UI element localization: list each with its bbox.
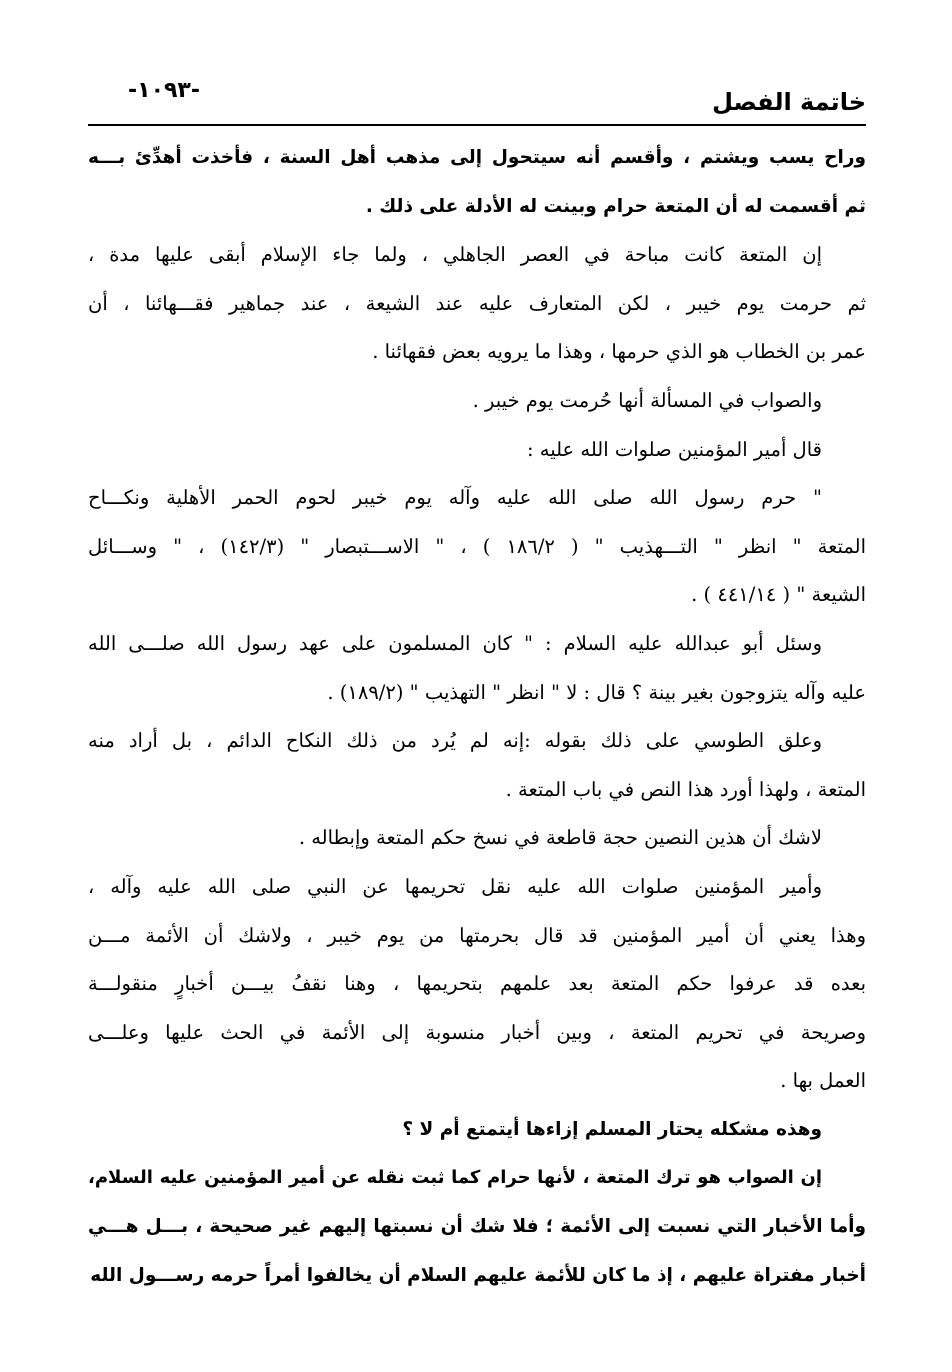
text-line: وسئل أبو عبدالله عليه السلام : " كان المسلمون على عهد رسول الله صلـــى الله (88, 631, 822, 655)
text-line: وعلق الطوسي على ذلك بقوله :إنه لم يُرد من ذلك النكاح الدائم ، بل أراد منه (88, 729, 822, 753)
text-line: المتعة ، ولهذا أورد هذا النص في باب المتعة . (505, 777, 866, 801)
paragraph (88, 1154, 866, 1300)
text-line: وأمير المؤمنين صلوات الله عليه نقل تحريمها عن النبي صلى الله عليه وآله ، (88, 874, 822, 898)
text-line: العمل بها . (780, 1069, 866, 1093)
paragraph (88, 1106, 866, 1155)
header-divider (88, 124, 866, 126)
paragraph (88, 620, 866, 717)
text-line: أخبار مفتراة عليهم ، إذ ما كان للأئمة عليهم السلام أن يخالفوا أمراً حرمه رســـول الله (90, 1264, 866, 1286)
paragraph (88, 814, 866, 863)
paragraph (88, 863, 866, 1106)
text-line: بعده قد عرفوا حكم المتعة بعد علمهم بتحريمها ، وهنا نقفُ بيـــن أخبارٍ منقولـــة (88, 972, 866, 996)
body-text (88, 134, 866, 1300)
page-header (88, 70, 866, 122)
text-line: وهذا يعني أن أمير المؤمنين قد قال بحرمتها من يوم خيبر ، ولاشك أن الأئمة مـــن (88, 923, 866, 947)
text-line: " حرم رسول الله صلى الله عليه وآله يوم خيبر لحوم الحمر الأهلية ونكـــاح (88, 486, 822, 510)
paragraph (88, 231, 866, 377)
text-line: إن الصواب هو ترك المتعة ، لأنها حرام كما ثبت نقله عن أمير المؤمنين عليه السلام، (88, 1167, 822, 1189)
text-line: المتعة " انظر " التـــهذيب " ( ١٨٦/٢ ) ، " الاســـتبصار " (١٤٢/٣) ، " وســـائل (88, 534, 867, 558)
text-line: إن المتعة كانت مباحة في العصر الجاهلي ، ولما جاء الإسلام أبقى عليها مدة ، (88, 243, 822, 267)
text-line: والصواب في المسألة أنها حُرمت يوم خيبر . (472, 388, 822, 412)
text-line: وصريحة في تحريم المتعة ، وبين أخبار منسوبة إلى الأئمة في الحث عليها وعلـــى (88, 1020, 866, 1044)
text-line: لاشك أن هذين النصين حجة قاطعة في نسخ حكم المتعة وإبطاله . (298, 826, 822, 850)
page-number: -١٠٩٣- (128, 78, 200, 103)
paragraph (88, 426, 866, 475)
text-line: عمر بن الخطاب هو الذي حرمها ، وهذا ما يرويه بعض فقهائنا . (372, 340, 866, 364)
paragraph (88, 474, 866, 620)
paragraph (88, 377, 866, 426)
text-line: وهذه مشكله يحتار المسلم إزاءها أيتمتع أم لا ؟ (402, 1118, 822, 1140)
paragraph (88, 134, 866, 231)
text-line: قال أمير المؤمنين صلوات الله عليه : (526, 437, 822, 461)
text-line: وراح يسب ويشتم ، وأقسم أنه سيتحول إلى مذهب أهل السنة ، فأخذت أهدِّئ بـــه (88, 147, 866, 168)
text-line: عليه وآله يتزوجون بغير بينة ؟ قال : لا " انظر " التهذيب " (١٨٩/٢) . (327, 680, 866, 704)
section-title: خاتمة الفصل (712, 88, 866, 116)
text-line: وأما الأخبار التي نسبت إلى الأئمة ؛ فلا شك أن نسبتها إليهم غير صحيحة ، بـــل هـــي (88, 1216, 866, 1238)
text-line: ثم أقسمت له أن المتعة حرام وبينت له الأدلة على ذلك . (365, 195, 866, 217)
text-line: ثم حرمت يوم خيبر ، لكن المتعارف عليه عند الشيعة ، عند جماهير فقـــهائنا ، أن (88, 291, 866, 315)
paragraph (88, 717, 866, 814)
text-line: الشيعة " ( ٤٤١/١٤ ) . (691, 583, 866, 607)
